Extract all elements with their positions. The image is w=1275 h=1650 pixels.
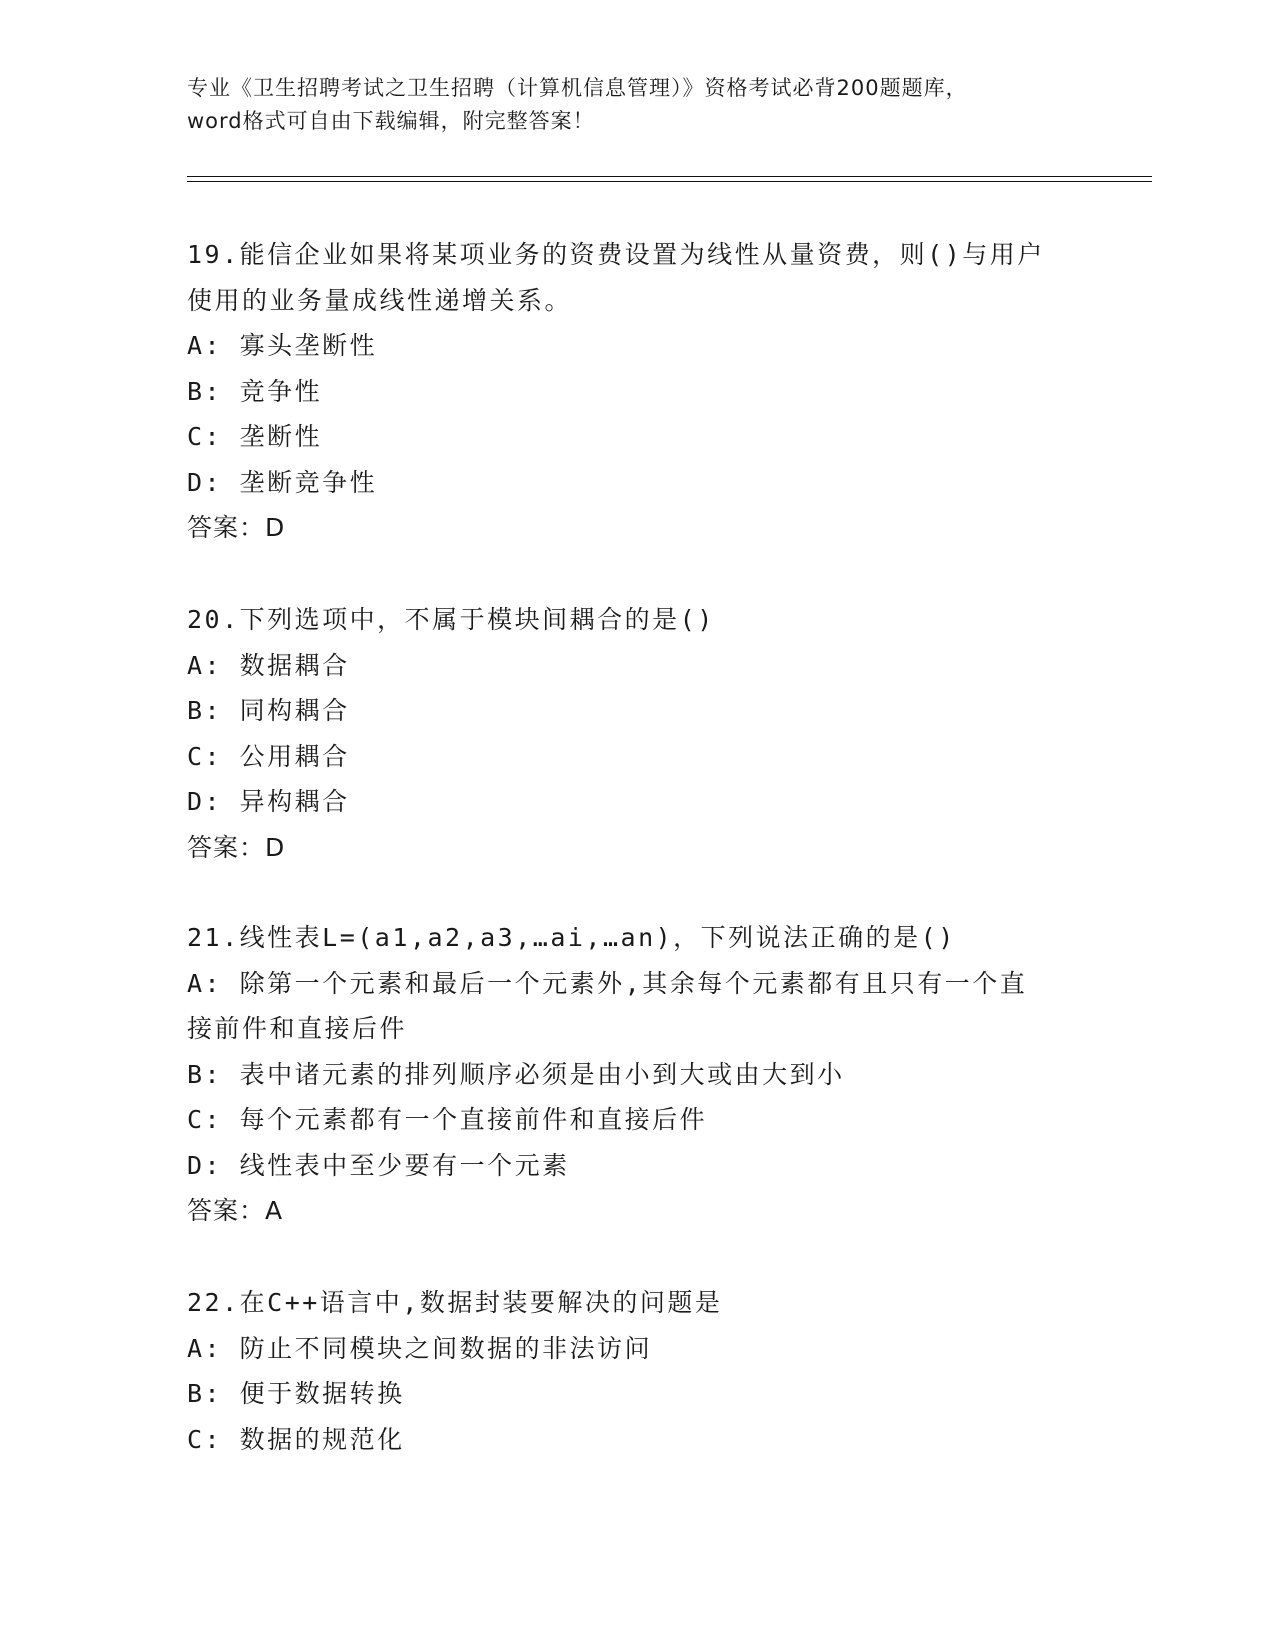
question-21: [187, 915, 1087, 1234]
option-c: C: 公用耦合: [187, 741, 350, 771]
answer: 答案：D: [187, 832, 286, 862]
question-text: 使用的业务量成线性递增关系。: [187, 285, 573, 315]
option-a-continued: 接前件和直接后件: [187, 1014, 408, 1043]
question-text: 21.线性表L=(a1,a2,a3,…ai,…an)，下列说法正确的是(): [187, 923, 956, 952]
header-line-2: word格式可自由下载编辑，附完整答案！: [187, 109, 595, 133]
option-a: A: 寡头垄断性: [187, 331, 378, 360]
option-b: B: 竞争性: [187, 376, 323, 406]
question-20: [187, 597, 1087, 870]
header-divider-top: [187, 176, 1152, 177]
option-a: A: 除第一个元素和最后一个元素外,其余每个元素都有且只有一个直: [187, 968, 1028, 998]
option-c: C: 垄断性: [187, 422, 323, 451]
header-divider-bottom: [187, 181, 1152, 182]
header-line-1: 专业《卫生招聘考试之卫生招聘（计算机信息管理）》资格考试必背200题题库，: [187, 76, 968, 100]
answer: 答案：D: [187, 513, 286, 542]
option-b: B: 同构耦合: [187, 696, 350, 725]
option-b: B: 便于数据转换: [187, 1379, 405, 1408]
question-text: 20.下列选项中，不属于模块间耦合的是(): [187, 605, 715, 634]
option-d: D: 垄断竞争性: [187, 467, 378, 497]
answer: 答案：A: [187, 1196, 284, 1225]
question-19: [187, 232, 1087, 551]
option-a: A: 防止不同模块之间数据的非法访问: [187, 1333, 653, 1363]
option-a: A: 数据耦合: [187, 650, 350, 680]
option-b: B: 表中诸元素的排列顺序必须是由小到大或由大到小: [187, 1059, 845, 1089]
option-c: C: 每个元素都有一个直接前件和直接后件: [187, 1105, 708, 1134]
question-22: [187, 1280, 1087, 1462]
option-c: C: 数据的规范化: [187, 1424, 405, 1454]
question-text: 22.在C++语言中,数据封装要解决的问题是: [187, 1288, 723, 1317]
document-header: [187, 72, 1087, 138]
question-text: 19.能信企业如果将某项业务的资费设置为线性从量资费，则()与用户: [187, 240, 1045, 269]
option-d: D: 异构耦合: [187, 787, 350, 816]
option-d: D: 线性表中至少要有一个元素: [187, 1150, 570, 1180]
